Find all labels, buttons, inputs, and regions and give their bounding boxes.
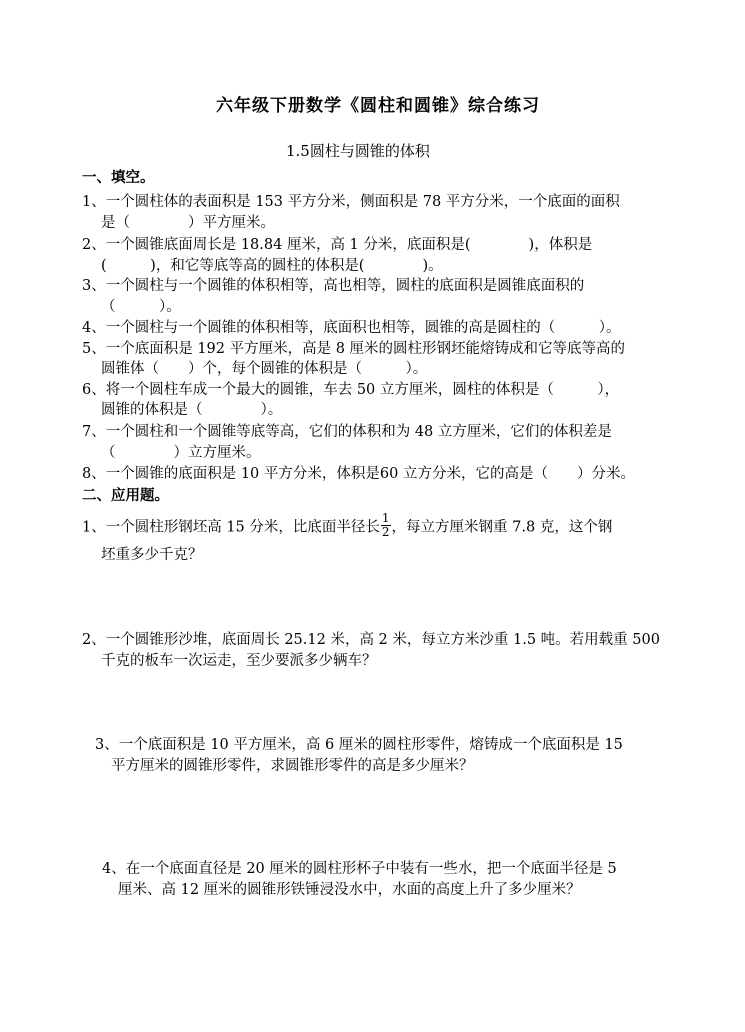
application-q3-line2: 平方厘米的圆锥形零件，求圆锥形零件的高是多少厘米？ [111, 758, 474, 774]
application-q2-line2: 千克的板车一次运走，至少要派多少辆车？ [101, 653, 377, 669]
application-q2-line1: 2、一个圆锥形沙堆，底面周长 25.12 米，高 2 米，每立方米沙重 1.5 吨。若用载重 500 [82, 632, 660, 648]
fill-blank-q1-line2: 是（ ）平方厘米。 [101, 215, 275, 231]
fill-blank-q7-line1: 7、一个圆柱和一个圆锥等底等高，它们的体积和为 48 立方厘米，它们的体积差是 [82, 424, 612, 440]
application-q4-line2: 厘米、高 12 厘米的圆锥形铁锤浸没水中，水面的高度上升了多少厘米？ [118, 882, 581, 898]
fill-blank-q6-line2: 圆锥的体积是（ ）。 [101, 402, 283, 418]
fill-blank-q6-line1: 6、将一个圆柱车成一个最大的圆锥，车去 50 立方厘米，圆柱的体积是（ ）， [82, 382, 620, 398]
fill-blank-q7-line2: （ ）立方厘米。 [101, 445, 261, 461]
fill-blank-q4: 4、一个圆柱与一个圆锥的体积相等，底面积也相等，圆锥的高是圆柱的（ ）。 [82, 320, 621, 336]
application-q1-text-before: 1、一个圆柱形钢坯高 15 分米，比底面半径长 [82, 519, 380, 536]
fill-blank-q5-line2: 圆锥体（ ）个，每个圆锥的体积是（ ）。 [101, 361, 428, 377]
fill-blank-q3-line2: （ ）。 [101, 299, 181, 315]
fraction-denominator: 2 [381, 525, 390, 539]
application-q1-line2: 坯重多少千克？ [101, 547, 203, 563]
fill-blank-q2-line1: 2、一个圆锥底面周长是 18.84 厘米，高 1 分米，底面积是( )，体积是 [82, 237, 593, 253]
application-q1-text-after: ，每立方厘米钢重 7.8 克，这个钢 [391, 519, 613, 536]
fill-blank-q1-line1: 1、一个圆柱体的表面积是 153 平方分米，侧面积是 78 平方分米，一个底面的面积 [82, 194, 620, 210]
fill-blank-q5-line1: 5、一个底面积是 192 平方厘米，高是 8 厘米的圆柱形钢坯能熔铸成和它等底等高的 [82, 341, 626, 357]
document-subtitle: 1.5圆柱与圆锥的体积 [286, 142, 430, 160]
section-fill-blank-heading: 一、填空。 [82, 169, 155, 186]
fill-blank-q8: 8、一个圆锥的底面积是 10 平方分米，体积是60 立方分米，它的高是（ ）分米。 [82, 466, 635, 482]
fraction-numerator: 1 [381, 511, 390, 525]
document-title: 六年级下册数学《圆柱和圆锥》综合练习 [216, 96, 540, 116]
application-q1-line1 [82, 511, 613, 541]
application-q3-line1: 3、一个底面积是 10 平方厘米，高 6 厘米的圆柱形零件，熔铸成一个底面积是 15 [95, 737, 623, 753]
fill-blank-q3-line1: 3、一个圆柱与一个圆锥的体积相等，高也相等，圆柱的底面积是圆锥底面积的 [82, 278, 585, 294]
application-q4-line1: 4、在一个底面直径是 20 厘米的圆柱形杯子中装有一些水，把一个底面半径是 5 [102, 861, 617, 877]
fill-blank-q2-line2: ( )，和它等底等高的圆柱的体积是( )。 [101, 258, 443, 274]
section-application-heading: 二、应用题。 [82, 487, 169, 504]
one-half-fraction [381, 512, 391, 539]
